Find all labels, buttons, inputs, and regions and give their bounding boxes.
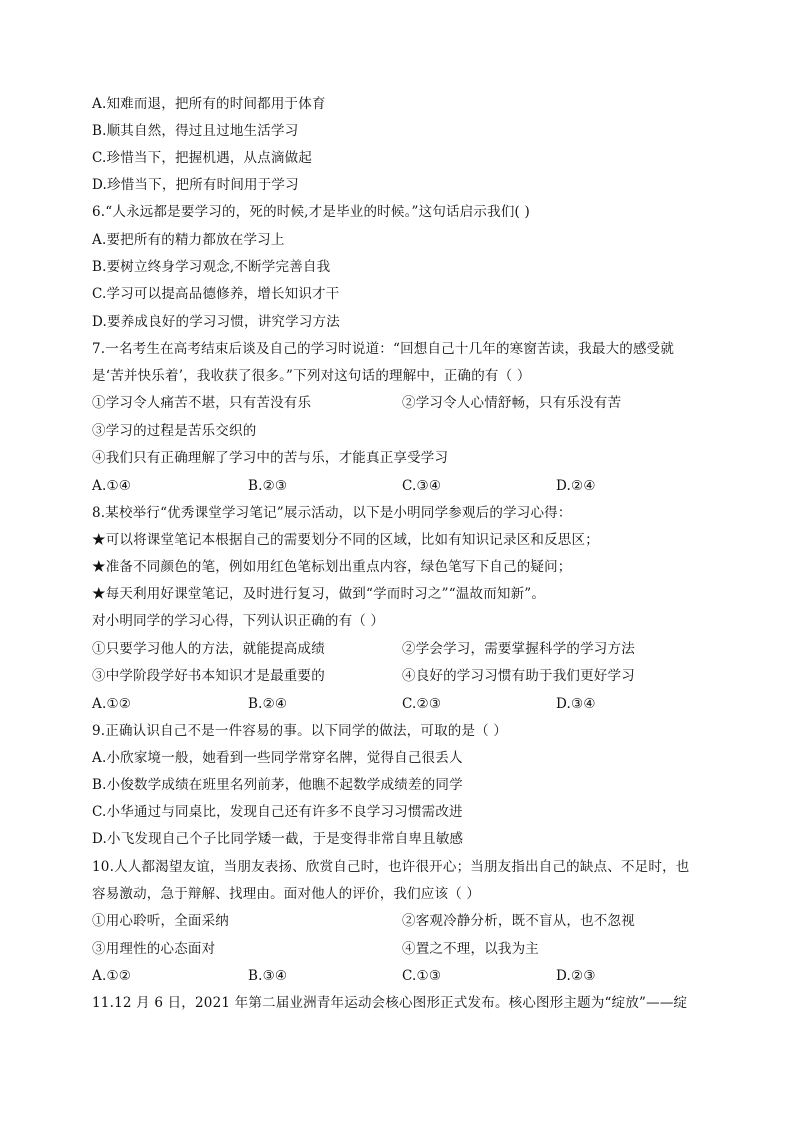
- question-10-stem-line1: 10.人人都渴望友谊，当朋友表扬、欣赏自己时，也许很开心；当朋友指出自己的缺点、不足时，也: [92, 859, 690, 875]
- q9-option-b: B.小俊数学成绩在班里名列前茅，他瞧不起数学成绩差的同学: [92, 777, 463, 793]
- q7-statement-3: ③学习的过程是苦乐交织的: [92, 423, 257, 439]
- q8-statement-3: ③中学阶段学好书本知识才是最重要的: [92, 668, 325, 684]
- option-b: B.顺其自然，得过且过地生活学习: [92, 123, 299, 139]
- q10-statement-4: ④置之不理，以我为主: [402, 941, 539, 957]
- q10-statement-2: ②客观冷静分析，既不盲从，也不忽视: [402, 913, 635, 929]
- q10-choice-d: D.②③: [556, 968, 596, 984]
- q7-statement-1: ①学习令人痛苦不堪，只有苦没有乐: [92, 395, 312, 411]
- question-8-stem: 8.某校举行“优秀课堂学习笔记”展示活动，以下是小明同学参观后的学习心得：: [92, 505, 572, 521]
- question-7-stem-line1: 7.一名考生在高考结束后谈及自己的学习时说道：“回想自己十几年的寒窗苦读，我最大的感受就: [92, 341, 675, 357]
- q10-choice-b: B.③④: [248, 968, 288, 984]
- question-11-stem-line1: 11.12 月 6 日，2021 年第二届业洲青年运动会核心图形正式发布。核心图形主题为“绽放”——绽: [92, 995, 688, 1011]
- q7-choice-b: B.②③: [248, 478, 288, 494]
- q7-statement-2: ②学习令人心情舒畅，只有乐没有苦: [402, 395, 622, 411]
- q8-statement-1: ①只要学习他人的方法，就能提高成绩: [92, 641, 325, 657]
- q8-statement-2: ②学会学习，需要掌握科学的学习方法: [402, 641, 635, 657]
- q8-choice-b: B.②④: [248, 696, 288, 712]
- q10-choice-c: C.①③: [402, 968, 442, 984]
- option-a: A.知难而退，把所有的时间都用于体育: [92, 96, 326, 112]
- question-7-stem-line2: 是‘苦并快乐着’，我收获了很多。”下列对这句话的理解中，正确的有（ ）: [92, 368, 531, 384]
- q10-statement-3: ③用理性的心态面对: [92, 941, 216, 957]
- option-c: C.珍惜当下，把握机遇，从点滴做起: [92, 150, 313, 166]
- q6-option-b: B.要树立终身学习观念,不断学完善自我: [92, 259, 331, 275]
- q8-choice-a: A.①②: [92, 696, 132, 712]
- q7-choice-d: D.②④: [556, 478, 596, 494]
- q6-option-d: D.要养成良好的学习习惯，讲究学习方法: [92, 314, 340, 330]
- question-6-stem: 6.“人永远都是要学习的，死的时候,才是毕业的时候。”这句话启示我们( ): [92, 204, 530, 220]
- q9-option-d: D.小飞发现自己个子比同学矮一截，于是变得非常自卑且敏感: [92, 831, 464, 847]
- q6-option-a: A.要把所有的精力都放在学习上: [92, 232, 285, 248]
- q7-choice-a: A.①④: [92, 478, 132, 494]
- q7-statement-4: ④我们只有正确理解了学习中的苦与乐，才能真正享受学习: [92, 450, 449, 466]
- q10-statement-1: ①用心聆听，全面采纳: [92, 913, 229, 929]
- q7-choice-c: C.③④: [402, 478, 442, 494]
- question-9-stem: 9.正确认识自己不是一件容易的事。以下同学的做法，可取的是（ ）: [92, 723, 508, 739]
- q8-note-3: ★每天利用好课堂笔记，及时进行复习，做到“学而时习之”“温故而知新”。: [92, 586, 546, 602]
- q10-choice-a: A.①②: [92, 968, 132, 984]
- q8-ask: 对小明同学的学习心得，下列认识正确的有（ ）: [92, 613, 385, 629]
- q9-option-a: A.小欣家境一般，她看到一些同学常穿名牌，觉得自己很丢人: [92, 750, 463, 766]
- q8-note-1: ★可以将课堂笔记本根据自己的需要划分不同的区域，比如有知识记录区和反思区；: [92, 532, 599, 548]
- question-10-stem-line2: 容易激动，急于辩解、找理由。面对他人的评价，我们应该（ ）: [92, 886, 481, 902]
- q6-option-c: C.学习可以提高品德修养，增长知识才干: [92, 286, 340, 302]
- q8-choice-d: D.③④: [556, 696, 596, 712]
- q9-option-c: C.小华通过与同桌比，发现自己还有许多不良学习习惯需改进: [92, 804, 463, 820]
- q8-statement-4: ④良好的学习习惯有助于我们更好学习: [402, 668, 635, 684]
- option-d: D.珍惜当下，把所有时间用于学习: [92, 177, 299, 193]
- q8-choice-c: C.②③: [402, 696, 442, 712]
- q8-note-2: ★准备不同颜色的笔，例如用红色笔标划出重点内容，绿色笔写下自己的疑问；: [92, 559, 572, 575]
